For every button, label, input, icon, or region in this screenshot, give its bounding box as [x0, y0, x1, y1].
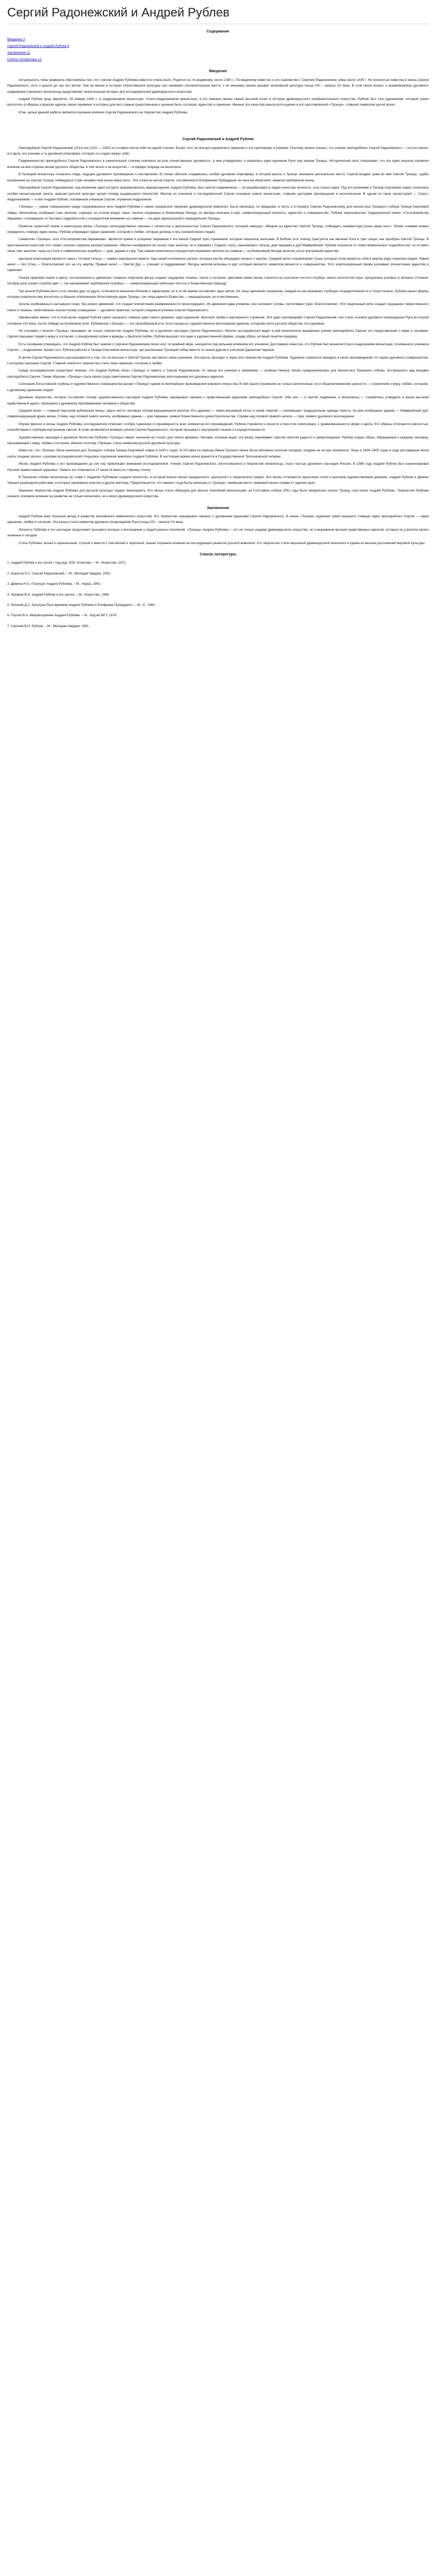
- toc-link-conclusion[interactable]: Заключение 11: [7, 51, 30, 55]
- paragraph: Значение творчества Андрея Рублева для русской культуры трудно переоценить. Его иконы стали образцом для многих поколений иконописцев; на Стоглавом соборе 1551 года было предписано писать Троицу «как писал Андрей Рублев». Творчество Рублева оказало огромное влияние на развитие не только иконописи, но и всего древнерусского искусства.: [7, 488, 429, 499]
- conclusion-body: [7, 514, 429, 546]
- paragraph: Преподобный Сергий Радонежский (1314 или 1322 — 1392) не оставил после себя ни одной строчки. Более того, не всегда сохранились сведения о его проповедях и учениях. Поэтому, можно сказать, что учение преподобного Сергия Радонежского — это его жизнь, его дела, его ученики и та духовная атмосфера, которую он создал вокруг себя.: [7, 146, 429, 156]
- bibliography-item: 5. Лихачев Д.С. Культура Руси времени Андрея Рублева и Епифания Премудрого. – М.–Л., 1962.: [7, 603, 156, 607]
- paragraph: Тонкая гармония линий и цвета, согласованность движений, плавные очертания фигур создают ощущение тишины, покоя и согласия. Цветовая гамма иконы строится на сочетании чистого голубца, нежно-золотистой охры, прозрачных розовых и зеленых оттенков. Особую роль играет голубой цвет — так называемый «рублевский голубец», — символизирующий небесную чистоту и божественную природу.: [7, 276, 429, 286]
- paragraph: Изучая фрески и иконы Андрея Рублева, исследователи отмечают особую гармонию и соразмерность всех элементов его произведений. Рублев стремился к ясности и простоте композиции, к уравновешенности форм и цвета. Его образы отличаются мягкостью, спокойствием и глубоким внутренним светом. В этом проявляется влияние учения Сергия Радонежского, который призывал к внутренней тишине и сосредоточенности.: [7, 422, 429, 432]
- conclusion-heading: Заключение: [206, 505, 230, 510]
- toc-item-conclusion: [7, 49, 429, 56]
- paragraph: Актуальность темы реферата обусловлена тем, что о жизни Андрея Рублева известно очень мало. Родился он, по-видимому, около 1360 г.; По-видимому известно о его знакомстве с Сергием Радонежским, умер около 1430 г. Не полностью известна и жизнь Сергия Радонежского, хотя и дошли до нас его жития. Тем не менее в истории отечественной культуры они занимают исключительное место: с их именами связан расцвет московской культуры конца XIV – начала XV века. В этой связи вопрос о взаимовлиянии духовного подвижника и великого иконописца представляет значительный интерес для исследователей древнерусского искусства.: [7, 78, 429, 94]
- paragraph: Есть основание утверждать, что Андрей Рублев был знаком с Сергием Радонежским лично или, по крайней мере, находился под сильным влиянием его учеников. Достоверно известно, что Рублев был монахом Спасо-Андроникова монастыря, основанного учеником Сергия — Андроником. Кроме того, Рублев работал в Троице-Сергиевом монастыре, где расписывал Троицкий собор вместе со своим другом и учителем Даниилом Черным.: [7, 342, 429, 352]
- paragraph: Среди исследователей существует мнение, что Андрей Рублев писал «Троицу» в память о Сергии Радонежском, по заказу его ученика и преемника — игумена Никона. Икона предназначалась для иконостаса Троицкого собора, построенного над мощами преподобного Сергия. Таким образом, «Троица» стала своего рода памятником Сергию Радонежскому, воплощением его духовных идеалов.: [7, 369, 429, 379]
- paragraph: Личность Рублева и его наследие продолжают вызывать интерес и восхищение у людей разных поколений. «Троица» Андрея Рублева — это не только шедевр древнерусского искусства, но и выражение высших нравственных идеалов, которые не утратили своего значения и сегодня.: [7, 528, 429, 538]
- paragraph: Не случайно с иконой «Троица» связывают не только творчество Андрея Рублева, но и духовное наследие Сергия Радонежского. Многие исследователи видят в ней иконописное выражение учения преподобного Сергия, его представлений о мире и человеке. Сергий призывал людей к миру и согласию, к преодолению розни и вражды, к братской любви. Рублев выразил эти идеи в художественной форме, создав образ, который понятен каждому.: [7, 329, 429, 339]
- main-section: [7, 136, 429, 499]
- paragraph: Центром композиции является чаша с головой тельца — символ жертвенной смерти. Над чашей склонились ангелы, которые как бы обсуждают вопрос о жертве. Средний ангел олицетворяет Сына, который готов принести себя в жертву ради спасения людей. Левый ангел — Бог Отец — благословляет его на эту жертву. Правый ангел — Святой Дух — утешает и поддерживает. Фигуры ангелов вписаны в круг, который является символом вечности и совершенства. Этот композиционный прием усиливает впечатление единства и гармонии.: [7, 257, 429, 273]
- paragraph: «Троица» — самое совершенное среди сохранившихся икон Андрея Рублева и самое прекрасное творение древнерусской живописи. Была написана, по преданию, в честь и в похвалу Сергию Радонежскому для иконостаса Троицкого собора Троице-Сергиевой лавры. Иконописец изобразил трех ангелов, сидящих за столом вокруг чаши. Ангелы погружены в безмолвную беседу; их фигуры вписаны в круг, символизирующий вечность, единство и совершенство. Рублев переосмыслил традиционный сюжет «Гостеприимства Авраама», отказавшись от бытовых подробностей и сосредоточив внимание на главном — на идее единосущной и нераздельной Троицы.: [7, 205, 429, 221]
- bibliography-item: 2. Борисов Н.С. Сергий Радонежский. – М.: Молодая гвардия, 2002.: [7, 571, 111, 575]
- bibliography-list: [7, 560, 429, 629]
- bibliography-item: 7. Сергеев В.Н. Рублев. – М.: Молодая гвардия, 1981.: [7, 624, 90, 628]
- intro-heading: Введение: [209, 69, 227, 74]
- document-page: [0, 5, 436, 639]
- bibliography-heading: Список литературы: [200, 552, 236, 557]
- bibliography-section: [7, 551, 429, 629]
- table-of-contents: [7, 28, 429, 63]
- main-body: [7, 145, 429, 500]
- paragraph: Андрей Рублев (род. вероятно, 28 января 1430 г., в Андрониковом монастыре, Спасо-Андрониковом монастыре; в его именем связан самый высокий взлет в истории древнерусского изобразительного искусства. Рублев был тем художником, который сумел воплотить в образах и красках идеалы своего времени, в которых для него самым существенным и ценным было согласие, единство и гармония. Именно эти качества нашли воплощение в его прославленной «Троице», ставшей символом целой эпохи.: [7, 97, 429, 107]
- intro-section: [7, 68, 429, 115]
- toc-link-bibliography[interactable]: Список литературы 12: [7, 58, 42, 62]
- paragraph: Стиль Рублева, ясный и гармоничный, строгий и вместе с тем мягкий и лиричный, оказал огромное влияние на последующее развитие русской живописи. Его творчество стало вершиной древнерусской иконописи и одним из высших достижений мировой культуры.: [19, 541, 426, 545]
- toc-link-main[interactable]: Сергий Радонежский и Андрей Рублев 4: [7, 44, 69, 48]
- document-title: Сергий Радонежский и Андрей Рублев: [7, 5, 429, 24]
- toc-item-main: [7, 43, 429, 49]
- paragraph: Три ангела Рублева нечто и не похожи друг на друга, отличаются внешним обликом и характером, но в то же время составляют одно целое. Их лица одинаково прекрасны, каждый из них выражает глубокую сосредоточенность и тихую печаль. Рублев нашел форму, которая позволила ему воплотить в образах отвлеченную богословскую идею Троицы: три лица единого Божества — нераздельные, но и неслиянные.: [7, 289, 429, 299]
- paragraph: Итак, целью данной работы является изучение влияния Сергия Радонежского на творчество Андрея Рублева.: [19, 110, 188, 114]
- paragraph: Развитие сюжетной линии и композиции иконы «Троица» непосредственно связаны с личностью и деятельностью Сергия Радонежского, который завещал: «Взирая на единство Святой Троицы, побеждать ненавистную рознь мира сего». Этими словами можно определить главную идею иконы: Рублев утверждает идеал единения, согласия и любви, которые должны стать основой жизни людей.: [7, 224, 429, 234]
- conclusion-section: [7, 505, 429, 546]
- toc-item-bibliography: [7, 56, 429, 63]
- paragraph: Средний ангел — главный персонаж рублевской иконы. Здесь место лиловым слитам вращающихся ангелов. Его одеяния — темно-вишневый хитон и синий гиматий — напоминают традиционные одежды Христа. За ним изображено дерево — Мамврийский дуб, символизирующий древо жизни. Слева, над головой левого ангела, изображено здание — дом Авраама, символ Божественного домостроительства. Справа над головой правого ангела — гора, символ духовного восхождения.: [7, 409, 429, 419]
- paragraph: В Троицкий монастырь стекались люди, ищущие духовного просвещения и наставления. В стенах обители создавалась особая духовная атмосфера, в которой мысль о Троице занимала центральное место. Сергий воздвиг храм во имя Святой Троицы, «дабы воззрением на Святую Троицу побеждался страх ненавистной розни мира сего». Эти слова из жития Сергия, составленного Епифанием Премудрым, во многом объясняют замысел рублевской иконы.: [7, 173, 429, 182]
- bibliography-item: 1. Андрей Рублев и его эпоха / под ред. М.В. Алпатова. – М.: Искусство, 1971.: [7, 561, 127, 565]
- paragraph: Жизнь Андрея Рублева и его произведения до сих пор привлекают внимание исследователей. Учение Сергия Радонежского, воплотившееся в творчестве иконописца, стало частью духовного наследия России. В 1988 году Андрей Рублев был канонизирован Русской православной церковью. Память его отмечается 17 июля (4 июля по старому стилю).: [7, 462, 429, 472]
- paragraph: Сочетание богословской глубины и художественного совершенства делает «Троицу» одним из величайших произведений мирового искусства. В ней нашли отражение не только религиозные, но и общечеловеческие ценности — стремление к миру, любви, согласию, к духовному единению людей.: [7, 382, 429, 392]
- paragraph: Духовное творчество, которое составляет основу художественного наследия Андрея Рублева, неразрывно связано с нравственными идеалами преподобного Сергия. Оба они — и святой подвижник, и иконописец — стремились утвердить в жизни высокий нравственный идеал, призывали к духовному преображению человека и общества.: [7, 396, 429, 405]
- paragraph: Ангелы изображены в застывших позах, без резких движений, что создает впечатление вневременности происходящего. Их движения едва уловимы: они склоняют головы, протягивают руки, благословляют. Этот медленный ритм создает ощущение торжественного покоя и тишины, свойственных исихастскому созерцанию — духовной практике, которой следовали ученики Сергия Радонежского.: [7, 302, 429, 312]
- paragraph: Преподобный Сергий Радонежский, под влиянием идей которого формировалось мировоззрение Андрея Рублева, был святой подвижником — он вырабатывал в людях качества личности, а не только идеи. Под его влиянием в Троице-Сергиевой лавре сложилась особая монастырская школа, давшая русской культуре целую плеяду выдающихся личностей. Многие из учеников и последователей Сергия основали новые монастыри, ставшие центрами просвещения и иконописания. В одном из таких монастырей — Спасо-Андрониковом — и жил Андрей Рублев, основанном учеником Сергия, игуменом Андроником.: [7, 186, 429, 201]
- paragraph: Символом «Троицы», или «Гостеприимства Авраамова», является прием и угощение Авраамом и его женой Саррой трех странников, которые оказались ангелами. В Библии этот эпизод трактуется как явление Бога в трех лицах, как прообраз Святой Троицы. В христианском искусстве этот сюжет получил широкое распространение. Обычно изображали не только трех ангелов, но и Авраама с Саррой, слугу, закалающего тельца, дом Авраама и дуб Мамврийский. Рублев отказался от повествовательных подробностей: он оставил лишь трех ангелов, чашу на столе и символические атрибуты — дом, дерево и гору. Тем самым иконописец сосредоточил внимание зрителя на главном — на безмолвной беседе ангелов, на их внутреннем единстве.: [7, 238, 429, 253]
- paragraph: Чрезвычайно важно, что в этой иконе Андрей Рублев сумел выразить главные идеи своего времени: идеи единения, братской любви и жертвенного служения. Эти идеи проповедовал Сергий Радонежский; они стали основой духовного возрождения Руси во второй половине XIV века, после победы на Куликовом поле. Рублевская «Троица» — это своеобразный итог этого процесса, художественное воплощение идеалов, которыми жило русское общество того времени.: [7, 316, 429, 326]
- paragraph: Художественное наследие и духовное богатство Рублева «Троицы» имеют значение не только для своего времени. Человек, который видит эту икону, переживает чувство светлой радости и умиротворения. Рублев создал образ, обращенный к каждому человеку, призывающий к миру, любви и согласию. Именно поэтому «Троица» стала символом русской духовной культуры.: [7, 435, 429, 445]
- paragraph: В житии Сергия Радонежского рассказывается о том, что он мыслью о Святой Троице наставлял своих учеников. Эта мысль проходит и через все творчество Андрея Рублева. Художник стремился передать в своих произведениях тот идеал духовного совершенства, к которому призывал Сергий. Главной темой его творчества стала тема гармонии, согласия и любви.: [7, 355, 429, 366]
- paragraph: В Троицком соборе иконописцы во главе с Андреем Рублевым создали иконостас, в который вошли иконы праздничного, деисусного и пророческого рядов. Эти иконы отличаются единством стиля и высоким художественным уровнем. Андрей Рублев и Даниил Черный руководили работами, в которых принимали участие и другие мастера. Предполагается, что именно тогда была написана и «Троица», занявшая место храмовой иконы справа от царских врат.: [7, 475, 429, 485]
- paragraph: Андрей Рублев внес большой вклад в развитие московского живописного искусства. Его творчество неразрывно связано с духовными идеалами Сергия Радонежского. В иконе «Троица» художник сумел выразить главную идею преподобного Сергия — идею единения, любви и согласия. Эта икона стала символом духовного возрождения Руси конца XIV – начала XV века.: [7, 515, 429, 524]
- paragraph: Известно, что «Троица» была написана для Троицкого собора Троице-Сергиевой лавры в 1420-х годах. В XVI веке по приказу Ивана Грозного икона была обложена золотым окладом; позднее ее не раз поновляли. Лишь в 1904–1905 годах в ходе реставрации были сняты поздние записи, и взорам исследователей открылась подлинная живопись Андрея Рублева. В настоящее время икона хранится в Государственной Третьяковской галерее.: [7, 449, 429, 459]
- toc-item-intro: [7, 36, 429, 43]
- bibliography-item: 6. Плугин В.А. Мировоззрение Андрея Рублева. – М.: Изд-во МГУ, 1974.: [7, 614, 117, 618]
- main-heading: Сергий Радонежский и Андрей Рублев: [182, 137, 254, 142]
- intro-body: [7, 77, 429, 115]
- bibliography-item: 4. Лазарев В.Н. Андрей Рублев и его школа. – М.: Искусство, 1966.: [7, 592, 110, 597]
- toc-link-intro[interactable]: Введение 3: [7, 38, 25, 42]
- bibliography-item: 3. Демина Н.А. «Троица» Андрея Рублева. – М.: Наука, 1963.: [7, 582, 101, 586]
- paragraph: Подвижничество преподобного Сергия Радонежского в значительной степени повлияло на всю отечественную духовность; в нем утвердилась и развилась идея единения Руси под знаком Троицы. Исторический опыт показывает, что эта идея оказала огромное влияние на все стороны жизни русского общества, в том числе и на искусство — в первую очередь на иконопись.: [7, 159, 429, 169]
- toc-heading: Содержание: [206, 29, 230, 33]
